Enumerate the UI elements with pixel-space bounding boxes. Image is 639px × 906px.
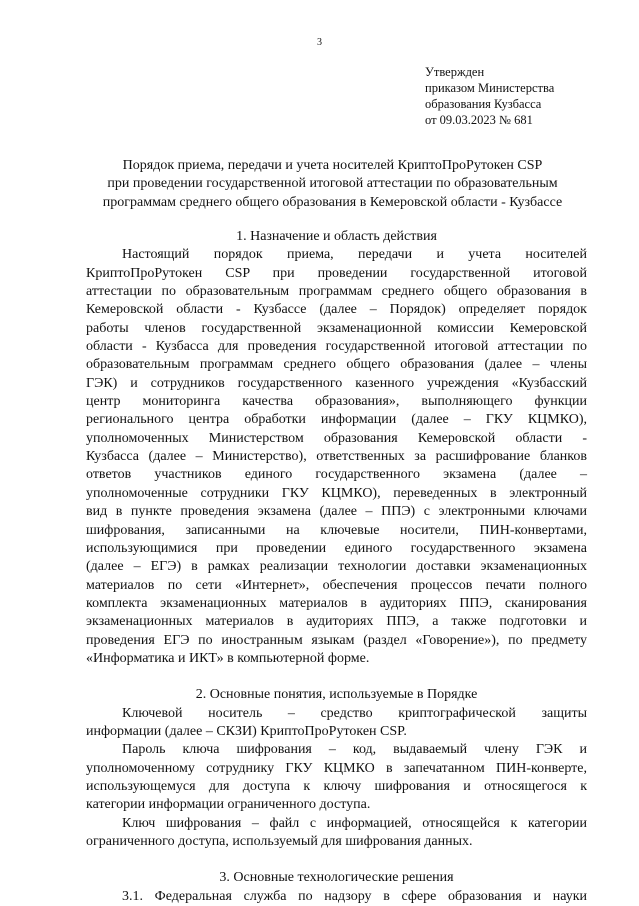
section-spacer [86, 668, 587, 686]
text-line: ответов участников единого государственного экзамена (далее – [86, 467, 587, 483]
title-line: программам среднего общего образования в Кемеровской области - Кузбассе [102, 194, 563, 210]
text-line: «Информатика и ИКТ» в компьютерной форме. [86, 650, 370, 666]
text-line: комплекта экзаменационных материалов в аудиториях ППЭ, сканирования [86, 595, 587, 611]
section-paragraph [86, 888, 587, 906]
text-line: уполномоченные сотрудники ГКУ КЦМКО), переведенных в электронный [86, 485, 587, 501]
text-line: экзаменационных материалов в аудиториях ППЭ, а также подготовки и [86, 614, 587, 630]
text-line: (далее – ЕГЭ) в рамках реализации технологии доставки экзаменационных [86, 559, 587, 575]
text-line: материалов по сети «Интернет», обеспечения процессов печати полного [86, 577, 587, 593]
text-line: Ключ шифрования – файл с информацией, относящейся к категории [122, 815, 587, 831]
text-line: аттестации по образовательным программам среднего общего образования в [86, 284, 587, 300]
text-line: проведения ЕГЭ по иностранным языкам (раздел «Говорение»), по предмету [86, 632, 587, 648]
text-line: уполномоченных Министерством образования Кемеровской области - [86, 430, 587, 446]
approval-line: Утвержден [425, 65, 485, 79]
text-line: информации (далее – СКЗИ) КриптоПроРутокен CSP. [86, 723, 407, 739]
text-line: использующимися при проведении единого государственного экзамена [86, 540, 587, 556]
text-line: использующемуся для доступа к ключу шифрования и относящегося к [86, 778, 587, 794]
text-line: Ключевой носитель – средство криптографической защиты [122, 705, 587, 721]
text-line: КриптоПроРутокен CSP при проведении государственной итоговой [86, 265, 587, 281]
definition-paragraph [86, 815, 587, 852]
definition-paragraph [86, 705, 587, 742]
approval-block [425, 64, 554, 128]
text-line: Настоящий порядок приема, передачи и учета носителей [122, 247, 587, 263]
text-line: уполномоченному сотруднику ГКУ КЦМКО в запечатанном ПИН-конверте, [86, 760, 587, 776]
section-heading: 1. Назначение и область действия [236, 229, 437, 244]
text-line: образовательным программам среднего общего образования (далее – члены [86, 357, 587, 373]
text-line: центр мониторинга качества образования», выполняющего функции [86, 394, 587, 410]
section-paragraph [86, 246, 587, 668]
page-number: 3 [317, 37, 322, 48]
definition-paragraph [86, 741, 587, 814]
section-spacer [86, 851, 587, 869]
text-line: Кузбасса (далее – Министерство), ответственных за расшифрование бланков [86, 449, 587, 465]
title-line: Порядок приема, передачи и учета носителей КриптоПроРутокен CSP [122, 158, 543, 173]
title-line: при проведении государственной итоговой аттестации по образовательным [107, 176, 558, 192]
document-body [86, 228, 587, 906]
section-heading: 2. Основные понятия, используемые в Порядке [195, 687, 478, 703]
approval-line: образования Кузбасса [425, 97, 542, 111]
document-title [60, 157, 605, 212]
text-line: ГЭК) и сотрудников государственного казенного учреждения «Кузбасский [86, 375, 587, 391]
text-line: 3.1. Федеральная служба по надзору в сфере образования и науки [122, 888, 587, 904]
text-line: регионального центра обработки информации (далее – ГКУ КЦМКО), [86, 412, 587, 428]
text-line: Пароль ключа шифрования – код, выдаваемый члену ГЭК и [122, 742, 587, 758]
text-line: области - Кузбасса для проведения государственной итоговой аттестации по [86, 339, 587, 355]
section-heading: 3. Основные технологические решения [219, 870, 454, 886]
approval-line: от 09.03.2023 № 681 [425, 113, 533, 127]
text-line: категории информации ограниченного доступа. [86, 797, 371, 813]
text-line: ограниченного доступа, используемый для шифрования данных. [86, 834, 473, 849]
approval-line: приказом Министерства [425, 81, 555, 95]
text-line: работы членов государственной экзаменационной комиссии Кемеровской [86, 320, 587, 336]
text-line: вид в пункте проведения экзамена (далее – ППЭ) с электронными ключами [86, 504, 587, 520]
text-line: шифрования, записанными на ключевые носители, ПИН-конвертами, [86, 522, 587, 538]
text-line: Кемеровской области - Кузбассе (далее – Порядок) определяет порядок [86, 302, 587, 318]
